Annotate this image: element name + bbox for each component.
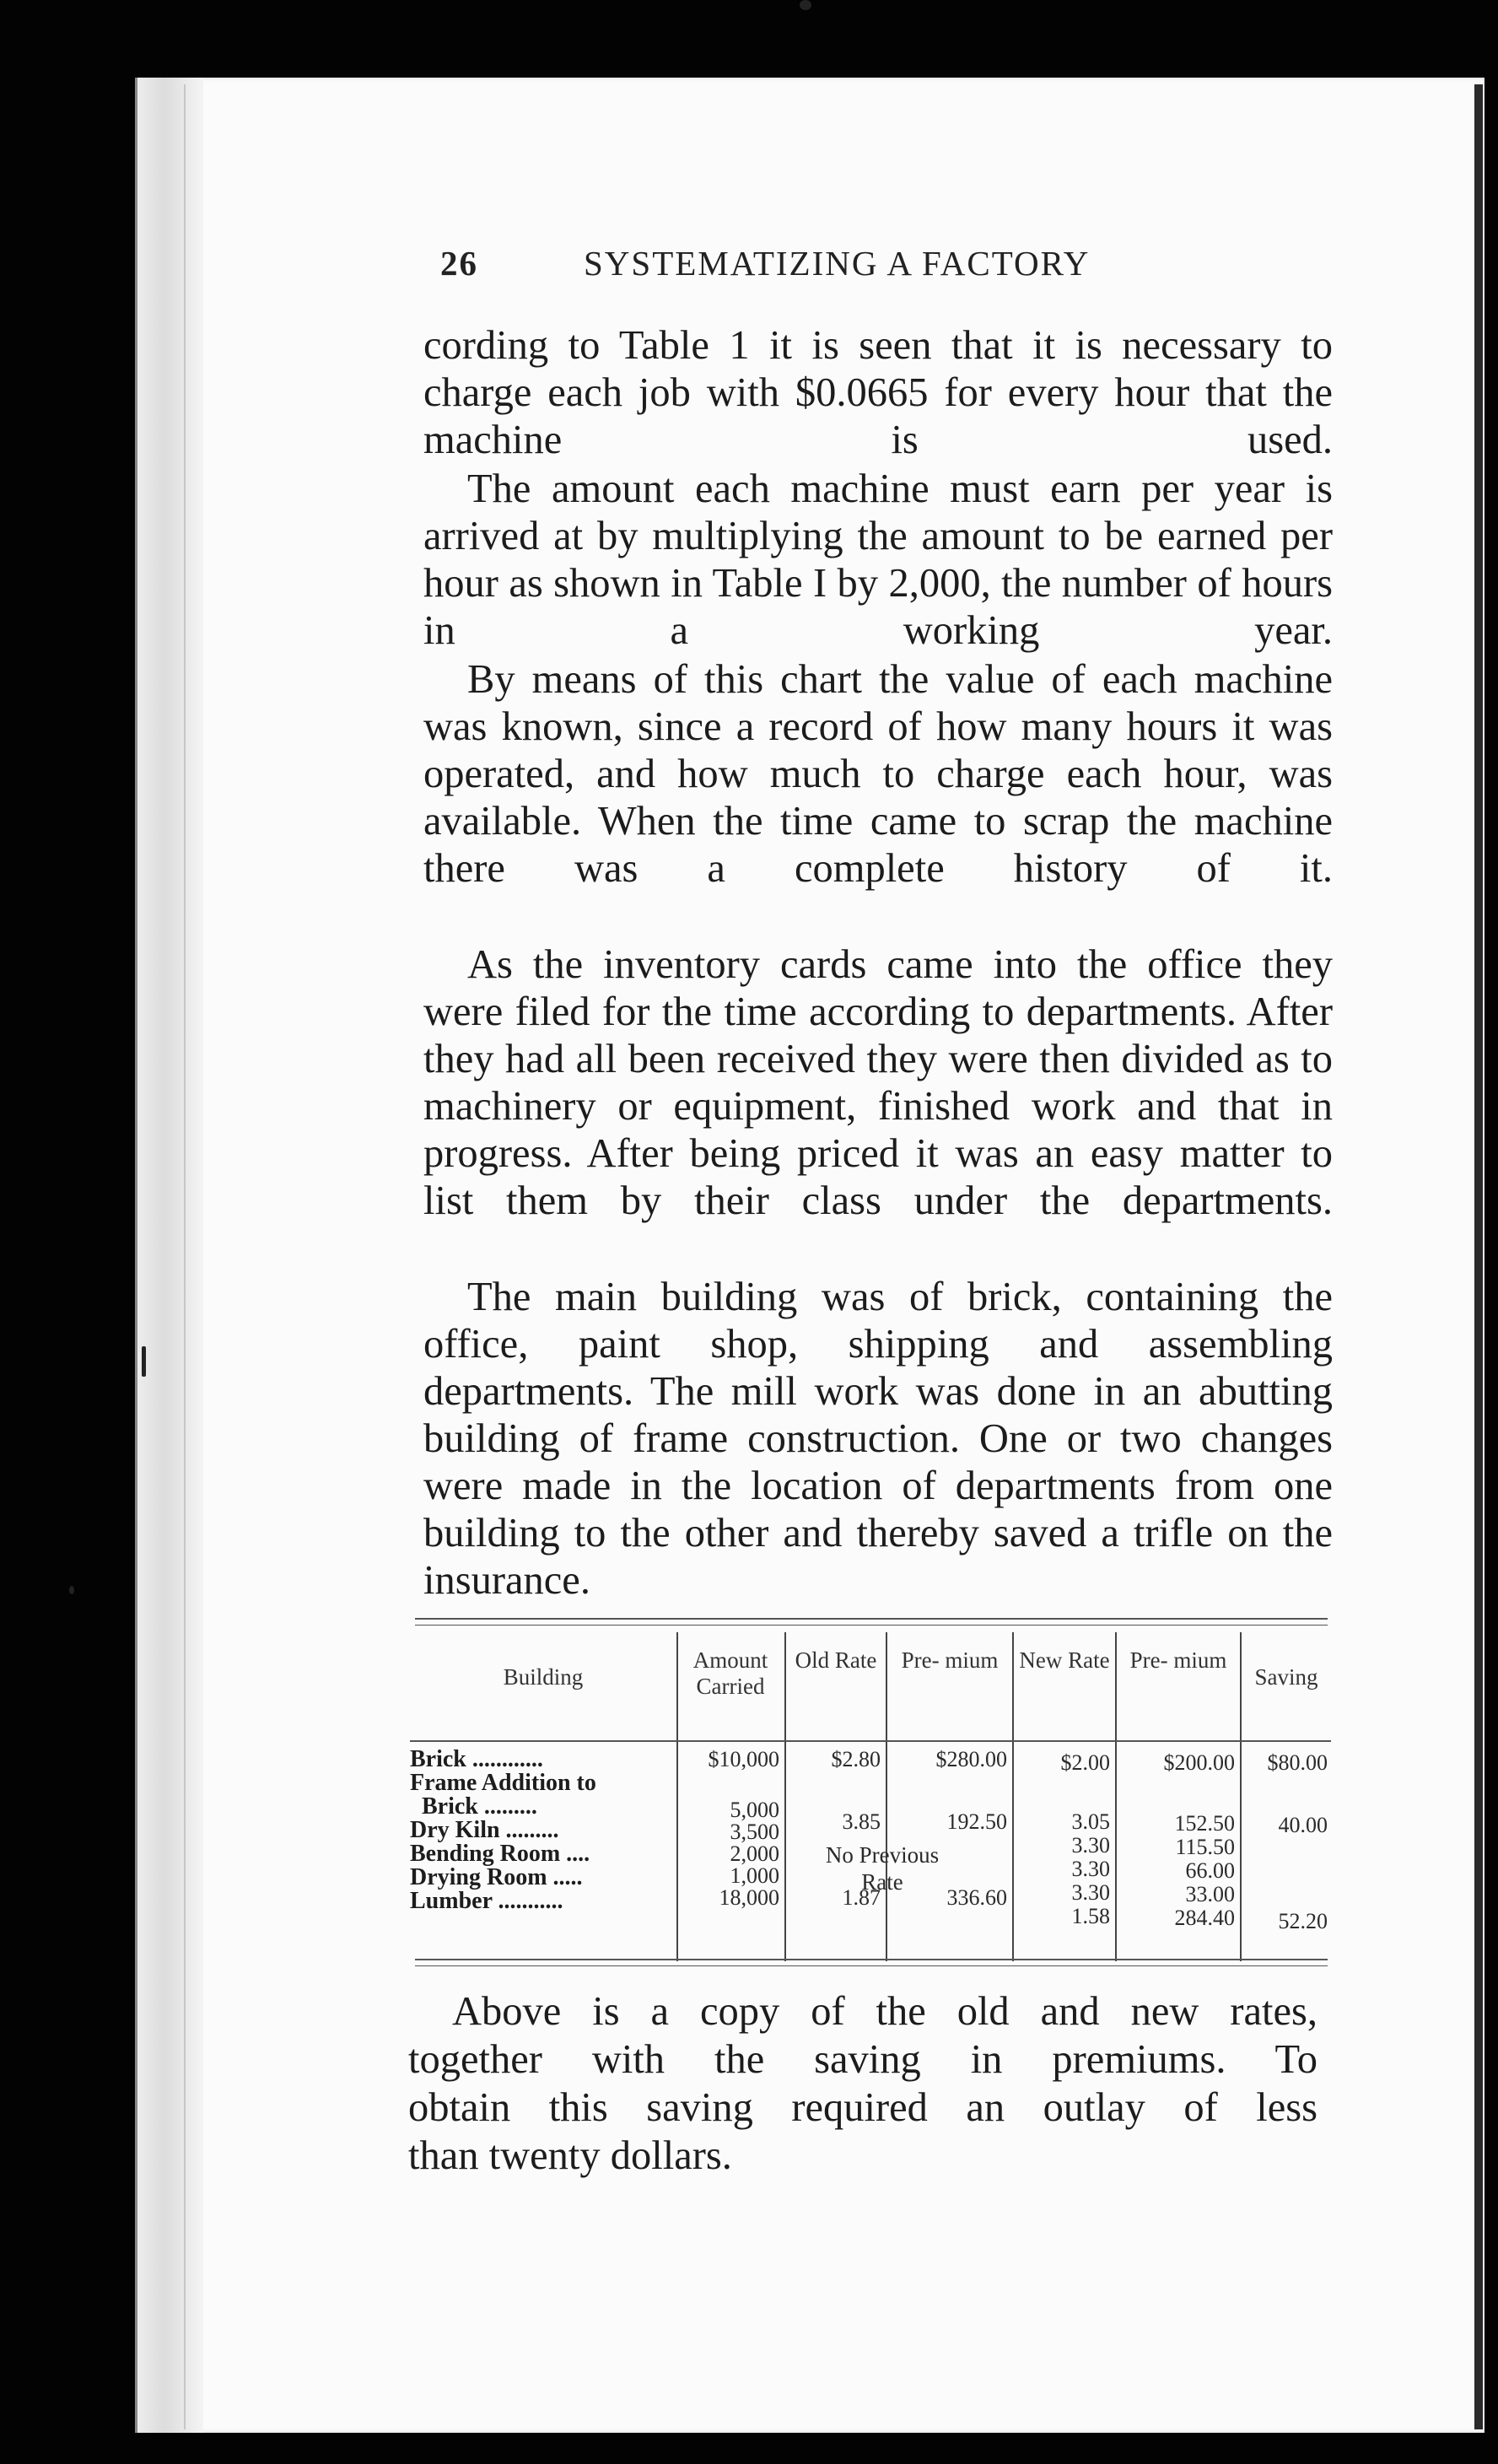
scan-speck <box>800 0 811 10</box>
new-premium-cell: 66.00 <box>1185 1858 1235 1883</box>
col-header-building: Building <box>503 1664 584 1690</box>
old-premium-cell: $280.00 <box>935 1747 1007 1771</box>
table-bottom-rule <box>415 1959 1328 1960</box>
col-header-old-premium: Pre- mium <box>901 1647 999 1673</box>
old-rate-cell: $2.80 <box>831 1747 881 1771</box>
new-rate-cell: 3.05 <box>1071 1809 1110 1834</box>
running-title: SYSTEMATIZING A FACTORY <box>584 244 1091 283</box>
insurance-rate-table <box>410 1632 1331 1953</box>
row-label-drying-room: Drying Room ..... <box>410 1864 583 1890</box>
paragraph-1: cording to Table 1 it is seen that it is necessary to charge each job with $0.0665 for every hour that the machine is used. <box>423 323 1333 462</box>
table-bottom-rule-thin <box>415 1965 1328 1966</box>
col-divider <box>1240 1632 1242 1961</box>
new-premium-cell: 152.50 <box>1174 1811 1235 1836</box>
row-label-lumber: Lumber ........... <box>410 1888 563 1914</box>
amount-cell: $10,000 <box>708 1747 779 1771</box>
col-header-saving: Saving <box>1254 1664 1318 1690</box>
no-previous-rate-note: No Previous Rate <box>825 1842 940 1895</box>
col-header-new-premium: Pre- mium <box>1129 1647 1227 1673</box>
amount-cell: 18,000 <box>719 1885 779 1910</box>
col-header-amount: Amount Carried <box>692 1647 768 1699</box>
new-rate-cell: 3.30 <box>1071 1833 1110 1857</box>
table-top-rule-thin <box>415 1625 1328 1626</box>
new-rate-cell: 1.58 <box>1071 1904 1110 1928</box>
new-rate-cell: 3.30 <box>1071 1857 1110 1881</box>
closing-line-1: Above is a copy of the old and new rates, <box>452 1989 1317 2034</box>
header-rule <box>410 1740 1331 1742</box>
amount-cell: 1,000 <box>730 1863 779 1888</box>
page-gutter <box>135 78 203 2433</box>
closing-line-4: than twenty dollars. <box>408 2133 732 2178</box>
scan-speck <box>69 1586 74 1594</box>
new-premium-cell: 284.40 <box>1174 1906 1235 1930</box>
saving-cell: $80.00 <box>1267 1750 1328 1775</box>
old-rate-cell: 1.87 <box>842 1885 881 1910</box>
closing-line-3: obtain this saving required an outlay of less <box>408 2085 1317 2130</box>
col-divider <box>886 1632 887 1961</box>
saving-cell: 40.00 <box>1278 1813 1328 1837</box>
amount-cell: 5,000 <box>730 1798 779 1822</box>
col-divider <box>1012 1632 1014 1961</box>
amount-cell: 2,000 <box>730 1841 779 1866</box>
new-premium-cell: 115.50 <box>1175 1835 1235 1859</box>
table-top-rule <box>415 1618 1328 1620</box>
new-rate-cell: $2.00 <box>1060 1750 1110 1775</box>
row-label-dry-kiln: Dry Kiln ......... <box>410 1817 559 1843</box>
page-number: 26 <box>440 244 478 283</box>
col-header-old-rate: Old Rate <box>795 1647 877 1673</box>
old-premium-cell: 192.50 <box>946 1809 1007 1834</box>
col-divider <box>784 1632 786 1961</box>
scan-mark <box>142 1346 146 1377</box>
new-rate-cell: 3.30 <box>1071 1880 1110 1905</box>
col-divider <box>1115 1632 1117 1961</box>
old-premium-cell: 336.60 <box>946 1885 1007 1910</box>
closing-paragraph <box>408 1987 1317 2180</box>
new-premium-cell: 33.00 <box>1185 1882 1235 1906</box>
amount-cell: 3,500 <box>730 1820 779 1844</box>
paragraph-4: As the inventory cards came into the office they were filed for the time according to departments. After they had all been received they were then divided as to machinery or equipment, finished work and that in progress. After being priced it was an easy matter to list them by their class under the departments. <box>423 942 1333 1223</box>
new-premium-cell: $200.00 <box>1163 1750 1235 1775</box>
gutter-line <box>184 84 186 2429</box>
paragraph-2: The amount each machine must earn per year is arrived at by multiplying the amount to be earned per hour as shown in Table I by 2,000, the number of hours in a working year. <box>423 466 1333 653</box>
col-divider <box>676 1632 678 1961</box>
paragraph-3: By means of this chart the value of each machine was known, since a record of how many hours it was operated, and how much to charge each hour, was available. When the time came to scrap the machine there was a complete history of it. <box>423 657 1333 891</box>
col-header-new-rate: New Rate <box>1019 1647 1110 1673</box>
saving-cell: 52.20 <box>1278 1909 1328 1933</box>
row-label-bending-room: Bending Room .... <box>410 1841 590 1867</box>
row-label-frame-cont: Brick ......... <box>410 1793 537 1820</box>
right-page-edge <box>1474 84 1483 2429</box>
paragraph-5: The main building was of brick, containing the office, paint shop, shipping and assembling departments. The mill work was done in an abutting building of frame construction. One or two changes were made in the location of departments from one building to the other and thereby saved a trifle on the insurance. <box>423 1275 1333 1603</box>
running-header <box>440 243 1334 294</box>
closing-line-2: together with the saving in premiums. To <box>408 2037 1317 2082</box>
row-label-brick: Brick ............ <box>410 1746 543 1772</box>
row-label-frame: Frame Addition to <box>410 1770 596 1796</box>
old-rate-cell: 3.85 <box>842 1809 881 1834</box>
